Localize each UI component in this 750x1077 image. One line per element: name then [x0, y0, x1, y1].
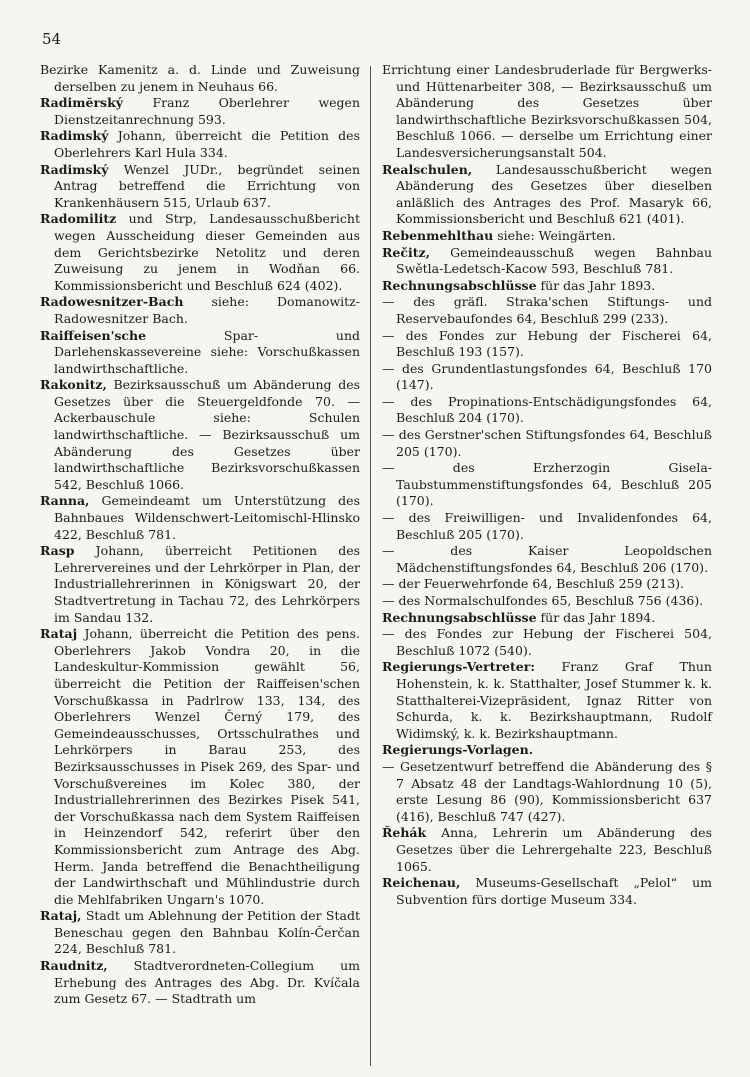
index-entry	[40, 493, 360, 543]
entry-heading: Rechnungsabschlüsse	[382, 277, 537, 293]
page-number: 54	[42, 30, 62, 48]
entry-text: für das Jahr 1894.	[540, 609, 656, 625]
entry-heading: Rechnungsabschlüsse	[382, 609, 537, 625]
entry-text: Johann, überreicht Petitionen des Lehrervereines und der Lehrkörper in Plan, der Industriallehrerinnen in Königswart 20, der Stadtvertretung in Tachau 72, des Lehrkörpers im Sandau 132.	[54, 543, 361, 625]
index-entry	[40, 377, 360, 493]
entry-text: — des Fondes zur Hebung der Fischerei 64, Beschluß 193 (157).	[382, 327, 712, 360]
entry-heading: Rebenmehlthau	[382, 227, 494, 243]
entry-heading: Radimský	[40, 128, 109, 144]
entry-text: Wenzel JUDr., begründet seinen Antrag betreffend die Errichtung von Krankenhäusern 515, Urlaub 637.	[54, 161, 360, 210]
left-column	[40, 62, 360, 1008]
index-entry	[40, 211, 360, 294]
index-entry	[382, 245, 712, 278]
index-entry	[382, 162, 712, 228]
entry-heading: Rasp	[40, 543, 75, 559]
entry-text: — des Kaiser Leopoldschen Mädchenstiftungsfondes 64, Beschluß 206 (170).	[382, 543, 712, 575]
entry-text: — des gräfl. Straka'schen Stiftungs- und Reservebaufondes 64, Beschluß 299 (233).	[382, 294, 712, 326]
entry-text: — des Fondes zur Hebung der Fischerei 504, Beschluß 1072 (540).	[382, 626, 712, 658]
entry-text: — des Propinations-Entschädigungsfondes 64, Beschluß 204 (170).	[382, 393, 712, 426]
entry-text: siehe: Domanowitz-Radowesnitzer Bach.	[54, 294, 360, 326]
entry-heading: Reichenau,	[382, 875, 461, 891]
entry-text: Gemeindeamt um Unterstützung des Bahnbaues Wildenschwert-Leitomischl-Hlinsko 422, Beschluß 781.	[54, 493, 360, 542]
index-entry	[382, 394, 712, 427]
entry-text: siehe: Weingärten.	[497, 227, 616, 243]
index-entry	[382, 543, 712, 576]
entry-heading: Rakonitz,	[40, 377, 107, 393]
entry-text: Bezirke Kamenitz a. d. Linde und Zuweisung derselben zu jenem in Neuhaus 66.	[40, 62, 360, 94]
index-entry	[382, 294, 712, 327]
index-entry	[382, 278, 712, 295]
entry-text: Johann, überreicht die Petition des Oberlehrers Karl Hula 334.	[54, 128, 360, 160]
entry-text: Franz Graf Thun Hohenstein, k. k. Statthalter, Josef Stummer k. k. Statthalterei-Vizepräsident, Ignaz Ritter von Schurda, k. k. Bezirkshauptmann, Rudolf Widimský, k. k. Bezirkshauptmann.	[396, 659, 712, 741]
entry-text: Anna, Lehrerin um Abänderung des Gesetzes über die Lehrergehalte 223, Beschluß 1065.	[396, 825, 712, 874]
index-entry	[40, 95, 360, 128]
entry-text: Franz Oberlehrer wegen Dienstzeitanrechnung 593.	[54, 95, 360, 127]
index-entry	[40, 294, 360, 327]
index-entry	[40, 543, 360, 626]
index-entry	[40, 626, 360, 908]
index-entry	[382, 825, 712, 875]
entry-text: — Gesetzentwurf betreffend die Abänderung des § 7 Absatz 48 der Landtags-Wahlordnung 10 (5), erste Lesung 86 (90), Kommissionsbericht 637 (416), Beschluß 747 (427).	[382, 758, 712, 824]
index-entry	[40, 162, 360, 212]
index-entry	[382, 427, 712, 460]
index-entry	[382, 659, 712, 742]
entry-text: — des Freiwilligen- und Invalidenfondes 64, Beschluß 205 (170).	[382, 510, 712, 542]
index-entry	[382, 576, 712, 593]
entry-heading: Radimský	[40, 161, 109, 177]
index-entry	[382, 875, 712, 908]
index-entry	[40, 62, 360, 95]
entry-heading: Radomilitz	[40, 211, 117, 227]
entry-text: — des Normalschulfondes 65, Beschluß 756 (436).	[382, 593, 704, 608]
index-entry	[382, 593, 712, 610]
entry-text: — des Gerstner'schen Stiftungsfondes 64, Beschluß 205 (170).	[382, 427, 712, 459]
right-column	[382, 62, 712, 908]
entry-heading: Raiffeisen'sche	[40, 327, 147, 343]
entry-text: Stadtverordneten-Collegium um Erhebung des Antrages des Abg. Dr. Kvíčala zum Gesetz 67. — Stadtrath um	[54, 958, 360, 1007]
entry-heading: Řehák	[382, 825, 427, 841]
index-entry	[382, 626, 712, 659]
index-entry	[382, 610, 712, 627]
entry-heading: Ranna,	[40, 493, 90, 509]
entry-text: — der Feuerwehrfonde 64, Beschluß 259 (213).	[382, 576, 685, 592]
index-entry	[382, 62, 712, 162]
entry-text: — des Grundentlastungsfondes 64, Beschluß 170 (147).	[382, 360, 712, 393]
column-divider	[370, 66, 371, 1066]
index-entry	[382, 328, 712, 361]
entry-heading: Realschulen,	[382, 161, 473, 177]
entry-heading: Rataj	[40, 626, 78, 642]
entry-heading: Radimĕrský	[40, 95, 123, 111]
entry-text: — des Erzherzogin Gisela-Taubstummenstiftungsfondes 64, Beschluß 205 (170).	[382, 460, 712, 509]
entry-heading: Regierungs-Vertreter:	[382, 659, 535, 675]
entry-text: Gemeindeausschuß wegen Bahnbau Swětla-Ledetsch-Kacow 593, Beschluß 781.	[396, 244, 712, 277]
index-entry	[40, 958, 360, 1008]
entry-text: Stadt um Ablehnung der Petition der Stadt Beneschau gegen den Bahnbau Kolín-Čerčan 224, Beschluß 781.	[54, 908, 360, 957]
entry-text: Museums-Gesellschaft „Pelol“ um Subvention fürs dortige Museum 334.	[396, 875, 712, 907]
entry-heading: Radowesnitzer-Bach	[40, 294, 184, 310]
index-entry	[382, 228, 712, 245]
entry-text: und Strp, Landesausschußbericht wegen Ausscheidung dieser Gemeinden aus dem Gerichtsbezirke Netolitz und deren Zuweisung zu jenem in Wodňan 66. Kommissionsbericht und Beschluß 624 (402).	[54, 211, 360, 293]
index-entry	[382, 460, 712, 510]
index-entry	[382, 510, 712, 543]
entry-heading: Rataj,	[40, 908, 82, 924]
index-entry	[40, 128, 360, 161]
entry-text: Bezirksausschuß um Abänderung des Gesetzes über die Steuergeldfonde 70. — Ackerbauschule siehe: Schulen landwirthschaftliche. — Bezirksausschuß um Abänderung des Gesetzes über landwirthschaftliche Bezirksvorschußkassen 542, Beschluß 1066.	[54, 377, 361, 492]
entry-text: Landesausschußbericht wegen Abänderung des Gesetzes über dieselben anläßlich des Antrages des Prof. Masaryk 66, Kommissionsbericht und Beschluß 621 (401).	[396, 161, 712, 227]
index-entry	[382, 361, 712, 394]
entry-text: für das Jahr 1893.	[540, 277, 656, 293]
entry-heading: Regierungs-Vorlagen.	[382, 742, 534, 758]
entry-text: Johann, überreicht die Petition des pens. Oberlehrers Jakob Vondra 20, in die Landeskultur-Kommission gewählt 56, überreicht die Petition der Raiffeisen'schen Vorschußkassa in Padrlrow 133, 134, des Oberlehrers Wenzel Černý 179, des Gemeindeausschusses, Ortsschulrathes und Lehrkörpers in Barau 253, des Bezirksausschusses in Pisek 269, des Spar- und Vorschußvereines im Kolec 380, der Industriallehrerinnen des Bezirkes Pisek 541, der Vorschußkassa nach dem System Raiffeisen in Heinzendorf 542, referirt über den Kommissionsbericht zum Antrage des Abg. Herm. Janda betreffend die Benachtheiligung der Landwirthschaft und Mühlindustrie durch die Mehlfabriken Ungarn's 1070.	[54, 626, 360, 907]
index-entry	[382, 759, 712, 825]
index-entry	[40, 328, 360, 378]
index-entry	[382, 742, 712, 759]
entry-heading: Raudnitz,	[40, 958, 108, 974]
entry-text: Spar- und Darlehenskassevereine siehe: Vorschußkassen landwirthschaftliche.	[54, 327, 360, 376]
entry-text: Errichtung einer Landesbruderlade für Bergwerks- und Hüttenarbeiter 308, — Bezirksausschuß um Abänderung des Gesetzes über landwirthschaftliche Bezirksvorschußkassen 504, Beschluß 1066. — derselbe um Errichtung einer Landesversicherungsanstalt 504.	[382, 62, 712, 160]
index-entry	[40, 908, 360, 958]
entry-heading: Rečitz,	[382, 244, 430, 260]
